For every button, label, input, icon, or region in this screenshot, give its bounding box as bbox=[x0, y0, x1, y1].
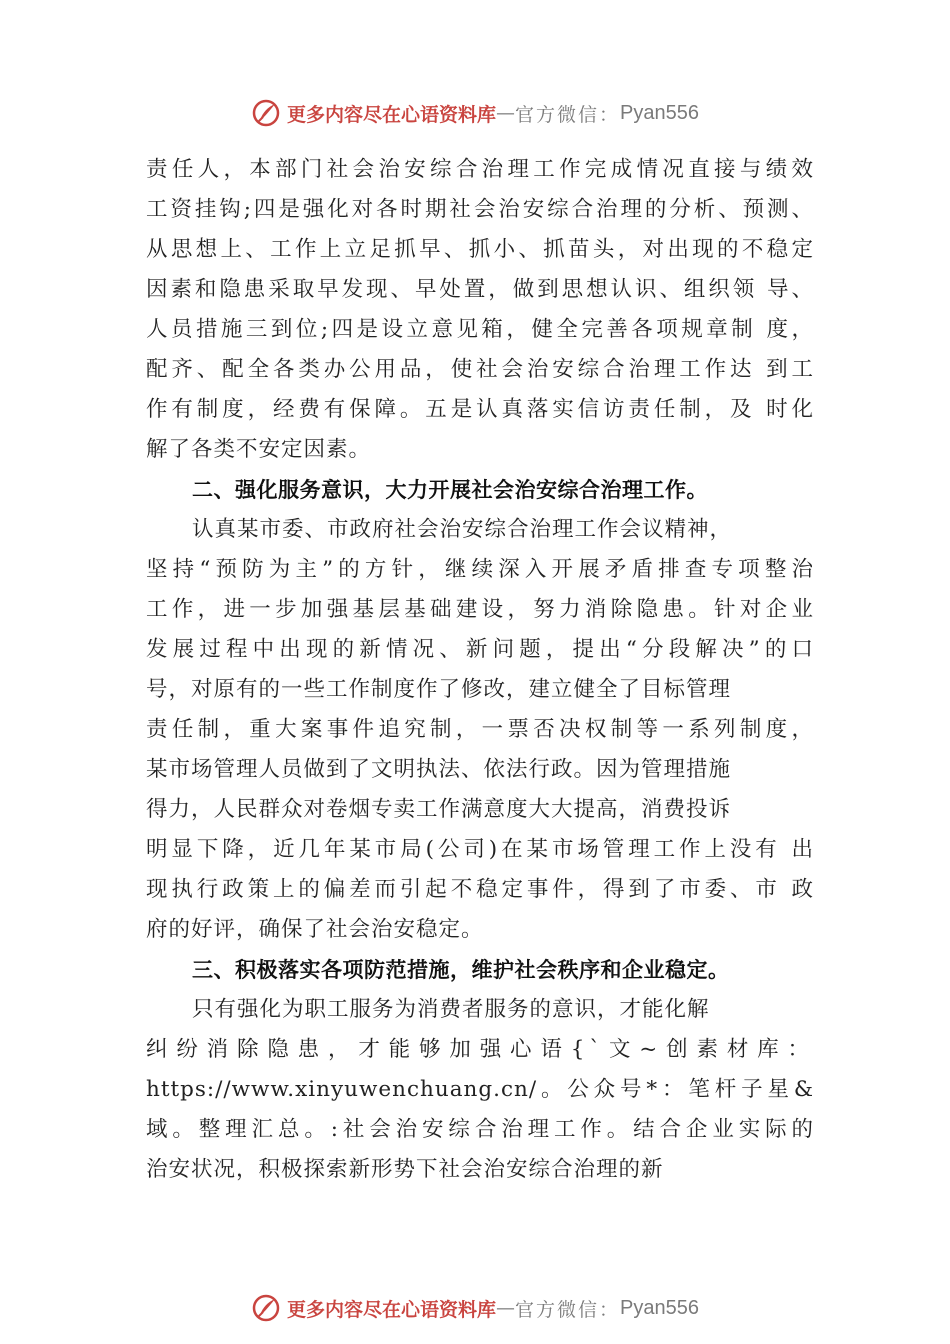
banner-brand-text: 更多内容尽在心语资料库 bbox=[287, 103, 497, 126]
body-line: 明显下降，近几年某市局(公司)在某市场管理工作上没有 出 bbox=[146, 837, 814, 862]
body-line: 工作，进一步加强基层基础建设，努力消除隐患。针对企业 bbox=[146, 597, 814, 622]
body-line: 现执行政策上的偏差而引起不稳定事件，得到了市委、市 政 bbox=[146, 877, 814, 902]
banner-wechat-handle: Pyan556 bbox=[620, 101, 699, 124]
body-line: 责任制，重大案事件追究制，一票否决权制等一系列制度， bbox=[146, 717, 814, 742]
quill-logo-icon bbox=[251, 1293, 281, 1323]
banner-wechat-label: 官方微信： bbox=[515, 103, 621, 126]
section-heading-2: 二、强化服务意识，大力开展社会治安综合治理工作。 bbox=[192, 478, 708, 502]
body-line: 人员措施三到位;四是设立意见箱，健全完善各项规章制 度， bbox=[146, 317, 814, 342]
footer-watermark-banner bbox=[0, 1288, 950, 1328]
body-line: 只有强化为职工服务为消费者服务的意识，才能化解 bbox=[192, 997, 710, 1022]
quill-logo-icon bbox=[251, 98, 281, 128]
body-line: 作有制度，经费有保障。五是认真落实信访责任制，及 时化 bbox=[146, 397, 814, 422]
body-line: 发展过程中出现的新情况、新问题，提出“分段解决”的口 bbox=[146, 637, 814, 662]
header-watermark-banner bbox=[0, 93, 950, 133]
body-line: 从思想上、工作上立足抓早、抓小、抓苗头，对出现的不稳定 bbox=[146, 237, 814, 262]
body-line: 号，对原有的一些工作制度作了修改，建立健全了目标管理 bbox=[146, 677, 732, 702]
body-line: 工资挂钩;四是强化对各时期社会治安综合治理的分析、预测、 bbox=[146, 197, 814, 222]
banner-dash: — bbox=[496, 102, 516, 124]
body-line: 域。整理汇总。:社会治安综合治理工作。结合企业实际的 bbox=[146, 1117, 814, 1142]
body-line: 因素和隐患采取早发现、早处置，做到思想认识、组织领 导、 bbox=[146, 277, 814, 302]
body-line: 纠纷消除隐患，才能够加强心语{`文~创素材库： bbox=[146, 1037, 814, 1062]
banner-brand-text: 更多内容尽在心语资料库 bbox=[287, 1298, 497, 1321]
section-heading-3: 三、积极落实各项防范措施，维护社会秩序和企业稳定。 bbox=[192, 958, 730, 982]
banner-dash: — bbox=[496, 1297, 516, 1319]
body-line: 责任人，本部门社会治安综合治理工作完成情况直接与绩效 bbox=[146, 157, 814, 182]
body-line: 配齐、配全各类办公用品，使社会治安综合治理工作达 到工 bbox=[146, 357, 814, 382]
body-line: 坚持“预防为主”的方针，继续深入开展矛盾排查专项整治 bbox=[146, 557, 814, 582]
body-line: 得力，人民群众对卷烟专卖工作满意度大大提高，消费投诉 bbox=[146, 797, 732, 822]
document-body bbox=[146, 150, 814, 1190]
body-line: 治安状况，积极探索新形势下社会治安综合治理的新 bbox=[146, 1157, 664, 1182]
body-line: 某市场管理人员做到了文明执法、依法行政。因为管理措施 bbox=[146, 757, 732, 782]
body-line: 认真某市委、市政府社会治安综合治理工作会议精神， bbox=[192, 517, 733, 542]
banner-wechat-label: 官方微信： bbox=[515, 1298, 621, 1321]
body-line: 解了各类不安定因素。 bbox=[146, 437, 372, 462]
body-line: https://www.xinyuwenchuang.cn/。公众号*：笔杆子星& bbox=[146, 1077, 814, 1102]
banner-wechat-handle: Pyan556 bbox=[620, 1296, 699, 1319]
body-line: 府的好评，确保了社会治安稳定。 bbox=[146, 917, 484, 942]
